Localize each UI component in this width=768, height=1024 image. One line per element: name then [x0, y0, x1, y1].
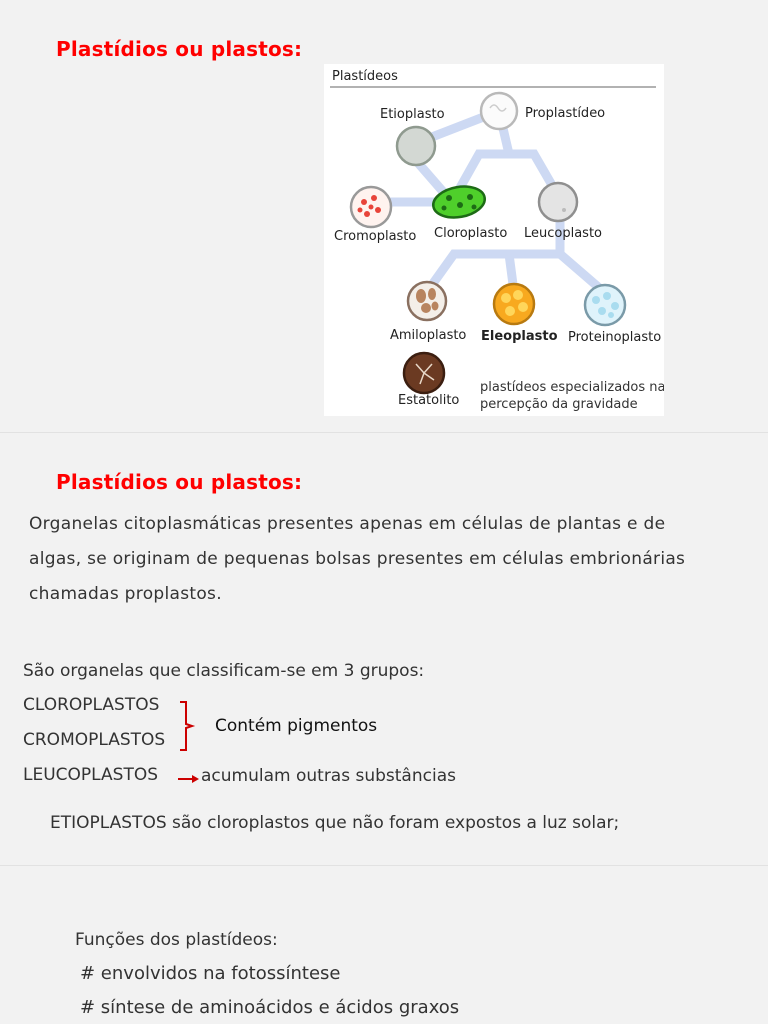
slide-1-title: Plastídios ou plastos: [56, 37, 303, 61]
group-cromoplastos: CROMOPLASTOS [23, 730, 166, 750]
eleoplasto-icon [494, 284, 534, 324]
brace-note: Contém pigmentos [215, 716, 378, 736]
estatolito-label: Estatolito [398, 393, 460, 408]
groups-intro: São organelas que classificam-se em 3 grupos: [23, 661, 425, 681]
arrow-right-icon [178, 774, 200, 784]
group-leucoplastos: LEUCOPLASTOS [23, 765, 158, 785]
proplastideo-label: Proplastídeo [525, 106, 606, 121]
slide-1 [0, 0, 768, 432]
amiloplasto-icon [408, 282, 446, 320]
function-item: # síntese de aminoácidos e ácidos graxos [80, 997, 460, 1018]
leucoplasto-icon [539, 183, 577, 221]
cloroplasto-label: Cloroplasto [434, 226, 508, 241]
proteinoplasto-icon [585, 285, 625, 325]
eleoplasto-label: Eleoplasto [481, 329, 558, 344]
slide-2 [0, 433, 768, 865]
group-cloroplastos: CLOROPLASTOS [23, 695, 160, 715]
arrow-note: acumulam outras substâncias [201, 766, 456, 786]
functions-heading: Funções dos plastídeos: [75, 930, 278, 950]
diagram-header: Plastídeos [332, 69, 398, 84]
slide-2-title: Plastídios ou plastos: [56, 470, 303, 494]
etioplasto-label: Etioplasto [380, 107, 445, 122]
plastid-diagram [324, 64, 664, 416]
plastid-definition: Organelas citoplasmáticas presentes apenas em células de plantas e de algas, se originam de pequenas bolsas presentes em células embrionárias chamadas proplastos. [29, 514, 686, 604]
estatolito-note-line-1: plastídeos especializados na [480, 380, 664, 395]
proplastideo-icon [481, 93, 517, 129]
etioplasto-icon [397, 127, 435, 165]
amiloplasto-label: Amiloplasto [390, 328, 467, 343]
proteinoplasto-label: Proteinoplasto [568, 330, 662, 345]
brace-icon [178, 700, 196, 752]
slide-3 [0, 866, 768, 1024]
cromoplasto-icon [351, 187, 391, 227]
etioplastos-note: ETIOPLASTOS são cloroplastos que não foram expostos a luz solar; [50, 813, 620, 833]
cromoplasto-label: Cromoplasto [334, 229, 417, 244]
function-item: # envolvidos na fotossíntese [80, 963, 341, 984]
estatolito-note-line-2: percepção da gravidade [480, 397, 638, 412]
estatolito-icon [404, 353, 444, 393]
leucoplasto-label: Leucoplasto [524, 226, 603, 241]
